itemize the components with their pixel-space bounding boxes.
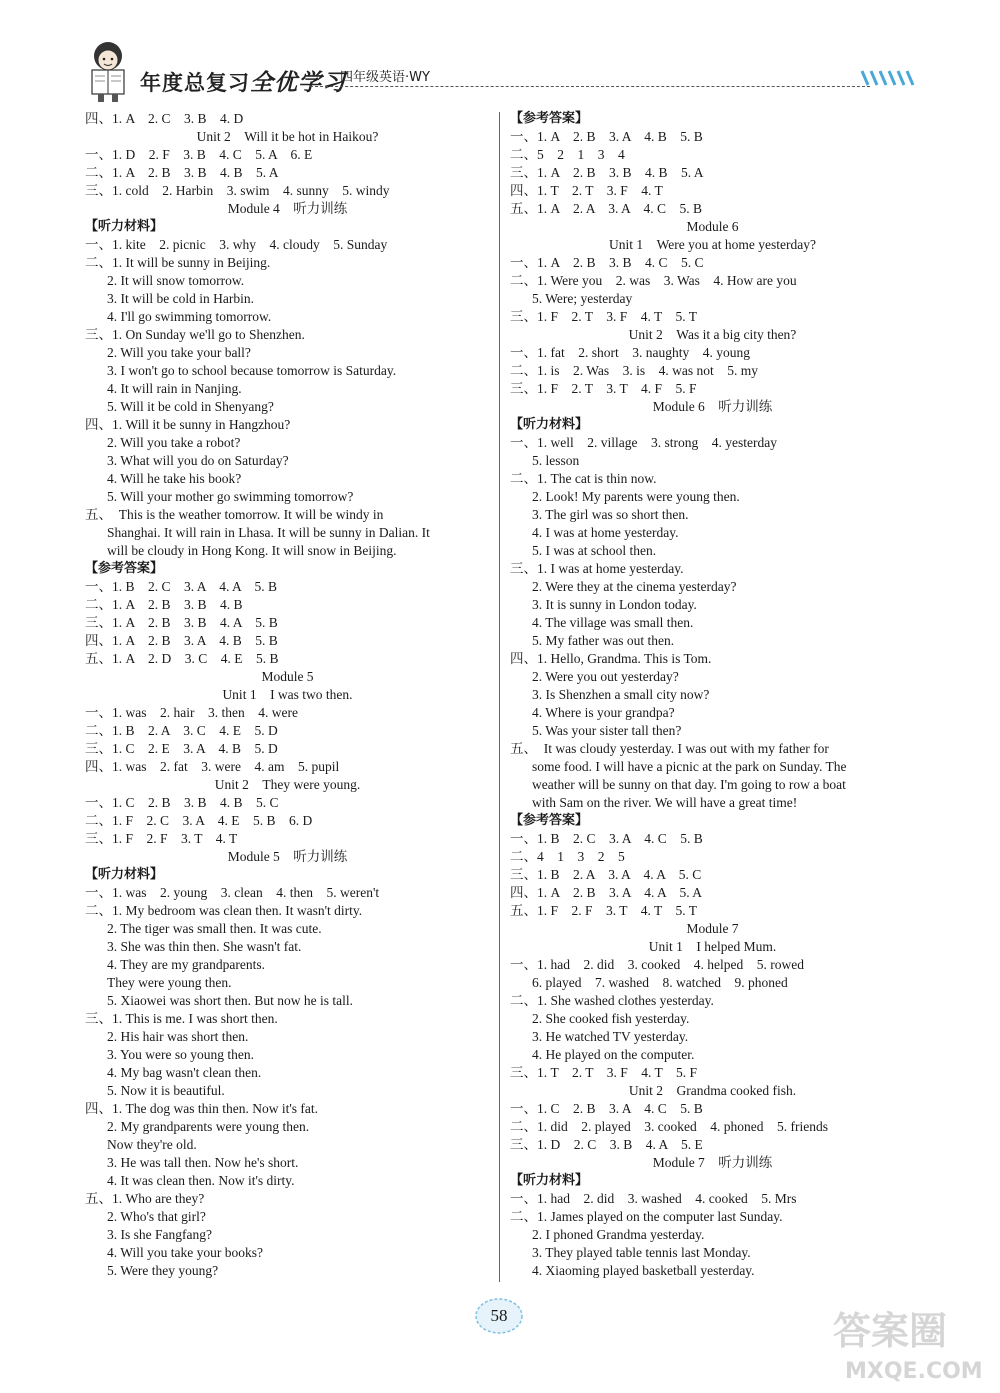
answer-line: 4. Will he take his book? [107,471,242,486]
answer-line: 三、1. cold 2. Harbin 3. swim 4. sunny 5. windy [85,183,390,198]
answer-line: 五、1. Who are they? [85,1191,205,1206]
subsection-label: 【参考答案】 [510,111,589,126]
answer-line: 三、1. C 2. E 3. A 4. B 5. D [85,741,278,756]
answer-line: 2. Will you take your ball? [107,345,251,360]
answer-line: 二、1. It will be sunny in Beijing. [85,255,271,270]
answer-line: 五、 This is the weather tomorrow. It will be windy in [85,507,384,522]
section-heading: Unit 2 Was it a big city then? [628,327,797,342]
answer-line: weather will be sunny on that day. I'm going to row a boat [532,777,846,792]
answer-line: 4. The village was small then. [532,615,694,630]
answer-line: 3. They played table tennis last Monday. [532,1245,751,1260]
answer-line: Now they're old. [107,1137,197,1152]
answer-line: 2. She cooked fish yesterday. [532,1011,690,1026]
answer-line: 2. Were they at the cinema yesterday? [532,579,737,594]
answer-line: 二、1. James played on the computer last Sunday. [510,1209,783,1224]
answer-line: 三、1. F 2. F 3. T 4. T [85,831,238,846]
answer-line: 三、1. This is me. I was short then. [85,1011,278,1026]
answer-line: 三、1. On Sunday we'll go to Shenzhen. [85,327,305,342]
answer-line: 五、1. A 2. D 3. C 4. E 5. B [85,651,279,666]
section-heading: Unit 2 Grandma cooked fish. [628,1083,797,1098]
answer-line: 一、1. was 2. hair 3. then 4. were [85,705,298,720]
answer-line: 3. Is Shenzhen a small city now? [532,687,710,702]
answer-line: 4. Xiaoming played basketball yesterday. [532,1263,755,1278]
answer-line: 一、1. kite 2. picnic 3. why 4. cloudy 5. Sunday [85,237,388,252]
grade-label: 四年级英语·WY [340,70,430,85]
answer-line: 3. You were so young then. [107,1047,254,1062]
answer-line: 3. The girl was so short then. [532,507,689,522]
answer-line: 四、1. A 2. B 3. A 4. A 5. A [510,885,703,900]
answer-line: 二、1. did 2. played 3. cooked 4. phoned 5. friends [510,1119,828,1134]
answer-line: 二、1. The cat is thin now. [510,471,657,486]
answer-line: will be cloudy in Hong Kong. It will snow in Beijing. [107,543,397,558]
answer-line: 二、1. B 2. A 3. C 4. E 5. D [85,723,278,738]
answer-line: with Sam on the river. We will have a great time! [532,795,798,810]
answer-line: 一、1. had 2. did 3. washed 4. cooked 5. Mrs [510,1191,797,1206]
answer-line: 3. He was tall then. Now he's short. [107,1155,299,1170]
answer-line: 五、1. A 2. A 3. A 4. C 5. B [510,201,703,216]
answer-line: 四、1. Hello, Grandma. This is Tom. [510,651,712,666]
reading-child-icon [80,38,136,104]
answer-line: 三、1. A 2. B 3. B 4. A 5. B [85,615,278,630]
answer-line: 4. I was at home yesterday. [532,525,679,540]
answer-line: 4. I'll go swimming tomorrow. [107,309,272,324]
answer-line: 一、1. A 2. B 3. B 4. C 5. C [510,255,704,270]
section-heading: Unit 1 I helped Mum. [648,939,777,954]
section-heading: Module 5 听力训练 [227,849,348,864]
answer-line: 二、1. Were you 2. was 3. Was 4. How are you [510,273,797,288]
answer-line: 2. Look! My parents were young then. [532,489,740,504]
answer-line: 2. It will snow tomorrow. [107,273,245,288]
answer-line: 三、1. F 2. T 3. F 4. T 5. T [510,309,698,324]
answer-line: 五、 It was cloudy yesterday. I was out with my father for [510,741,829,756]
answer-line: 2. Who's that girl? [107,1209,206,1224]
answer-line: 三、1. I was at home yesterday. [510,561,684,576]
answer-line: 四、1. T 2. T 3. F 4. T [510,183,663,198]
answer-line: 4. Where is your grandpa? [532,705,675,720]
answer-line: 四、1. The dog was thin then. Now it's fat. [85,1101,319,1116]
subsection-label: 【参考答案】 [85,561,164,576]
answer-line: 2. My grandparents were young then. [107,1119,310,1134]
answer-line: 二、1. A 2. B 3. B 4. B 5. A [85,165,279,180]
answer-line: 4. They are my grandparents. [107,957,265,972]
book-title-stylized: 全优学习 [250,70,346,96]
answer-line: 一、1. B 2. C 3. A 4. C 5. B [510,831,703,846]
answer-line: 3. I won't go to school because tomorrow is Saturday. [107,363,397,378]
watermark-text-top: 答案圈 [833,1309,948,1353]
answer-line: 一、1. B 2. C 3. A 4. A 5. B [85,579,278,594]
watermark-logo [825,1300,990,1385]
answer-line: 二、4 1 3 2 5 [510,849,625,864]
answer-line: 2. Were you out yesterday? [532,669,679,684]
book-title [140,64,346,97]
section-heading: Unit 2 Will it be hot in Haikou? [196,129,379,144]
answer-line: They were young then. [107,975,232,990]
answer-line: 一、1. was 2. young 3. clean 4. then 5. weren't [85,885,380,900]
subsection-label: 【听力材料】 [510,1173,589,1188]
section-heading: Unit 2 They were young. [214,777,361,792]
subsection-label: 【听力材料】 [85,219,164,234]
answer-line: 5. I was at school then. [532,543,657,558]
answer-line: 二、1. F 2. C 3. A 4. E 5. B 6. D [85,813,313,828]
answer-line: 一、1. fat 2. short 3. naughty 4. young [510,345,750,360]
answer-line: 5. Xiaowei was short then. But now he is tall. [107,993,353,1008]
subsection-label: 【听力材料】 [85,867,164,882]
answer-line: 3. He watched TV yesterday. [532,1029,689,1044]
section-heading: Unit 1 I was two then. [222,687,353,702]
answer-line: Shanghai. It will rain in Lhasa. It will be sunny in Dalian. It [107,525,430,540]
left-column [85,110,490,1280]
answer-line: 4. It was clean then. Now it's dirty. [107,1173,295,1188]
answer-line: 一、1. A 2. B 3. A 4. B 5. B [510,129,703,144]
answer-line: 三、1. A 2. B 3. B 4. B 5. A [510,165,704,180]
answer-line: 4. Will you take your books? [107,1245,263,1260]
answer-line: 3. What will you do on Saturday? [107,453,289,468]
answer-line: 5. Were; yesterday [532,291,633,306]
answer-line: 3. It will be cold in Harbin. [107,291,254,306]
decorative-stripes-icon [858,67,918,89]
column-divider [499,112,500,1282]
answer-line: 4. It will rain in Nanjing. [107,381,242,396]
watermark-text-bottom: MXQE.COM [845,1359,983,1384]
answer-line: 三、1. F 2. T 3. T 4. F 5. F [510,381,697,396]
answer-line: 2. Will you take a robot? [107,435,241,450]
answer-line: 2. I phoned Grandma yesterday. [532,1227,705,1242]
answer-line: 二、5 2 1 3 4 [510,147,625,162]
subsection-label: 【参考答案】 [510,813,589,828]
answer-line: 4. My bag wasn't clean then. [107,1065,262,1080]
answer-line: 四、1. was 2. fat 3. were 4. am 5. pupil [85,759,340,774]
book-title-prefix: 年度总复习 [140,71,250,95]
header-rule [310,86,870,87]
section-heading: Module 7 [686,921,739,936]
answer-line: 一、1. C 2. B 3. B 4. B 5. C [85,795,279,810]
right-column [510,110,915,1280]
answer-line: 二、1. My bedroom was clean then. It wasn't dirty. [85,903,363,918]
answer-line: 二、1. is 2. Was 3. is 4. was not 5. my [510,363,759,378]
page-number-text: 58 [490,1306,508,1325]
answer-line: 2. The tiger was small then. It was cute. [107,921,322,936]
answer-line: 三、1. D 2. C 3. B 4. A 5. E [510,1137,703,1152]
answer-line: 5. My father was out then. [532,633,675,648]
answer-line: 四、1. A 2. C 3. B 4. D [85,111,244,126]
answer-line: 五、1. F 2. F 3. T 4. T 5. T [510,903,698,918]
answer-line: 二、1. She washed clothes yesterday. [510,993,714,1008]
answer-line: 一、1. had 2. did 3. cooked 4. helped 5. rowed [510,957,804,972]
answer-line: 三、1. B 2. A 3. A 4. A 5. C [510,867,702,882]
answer-line: 4. He played on the computer. [532,1047,695,1062]
answer-line: 四、1. Will it be sunny in Hangzhou? [85,417,291,432]
answer-line: 3. It is sunny in London today. [532,597,697,612]
section-heading: Module 5 [261,669,314,684]
section-heading: Module 4 听力训练 [227,201,348,216]
answer-line: 5. Were they young? [107,1263,219,1278]
answer-line: 5. Now it is beautiful. [107,1083,225,1098]
answer-line: 二、1. A 2. B 3. B 4. B [85,597,243,612]
answer-line: 5. Was your sister tall then? [532,723,682,738]
answer-line: some food. I will have a picnic at the park on Sunday. The [532,759,847,774]
answer-line: 一、1. D 2. F 3. B 4. C 5. A 6. E [85,147,313,162]
answer-line: 一、1. C 2. B 3. A 4. C 5. B [510,1101,703,1116]
answer-line: 三、1. T 2. T 3. F 4. T 5. F [510,1065,698,1080]
answer-line: 5. lesson [532,453,580,468]
page-number [474,1296,524,1336]
answer-line: 一、1. well 2. village 3. strong 4. yesterday [510,435,777,450]
page-header [0,0,1000,110]
answer-line: 2. His hair was short then. [107,1029,249,1044]
section-heading: Module 6 听力训练 [652,399,773,414]
answer-line: 6. played 7. washed 8. watched 9. phoned [532,975,788,990]
section-heading: Unit 1 Were you at home yesterday? [609,237,816,252]
answer-line: 5. Will your mother go swimming tomorrow? [107,489,354,504]
answer-line: 5. Will it be cold in Shenyang? [107,399,274,414]
answer-line: 四、1. A 2. B 3. A 4. B 5. B [85,633,278,648]
section-heading: Module 7 听力训练 [652,1155,773,1170]
subsection-label: 【听力材料】 [510,417,589,432]
section-heading: Module 6 [686,219,739,234]
answer-line: 3. She was thin then. She wasn't fat. [107,939,302,954]
answer-line: 3. Is she Fangfang? [107,1227,212,1242]
